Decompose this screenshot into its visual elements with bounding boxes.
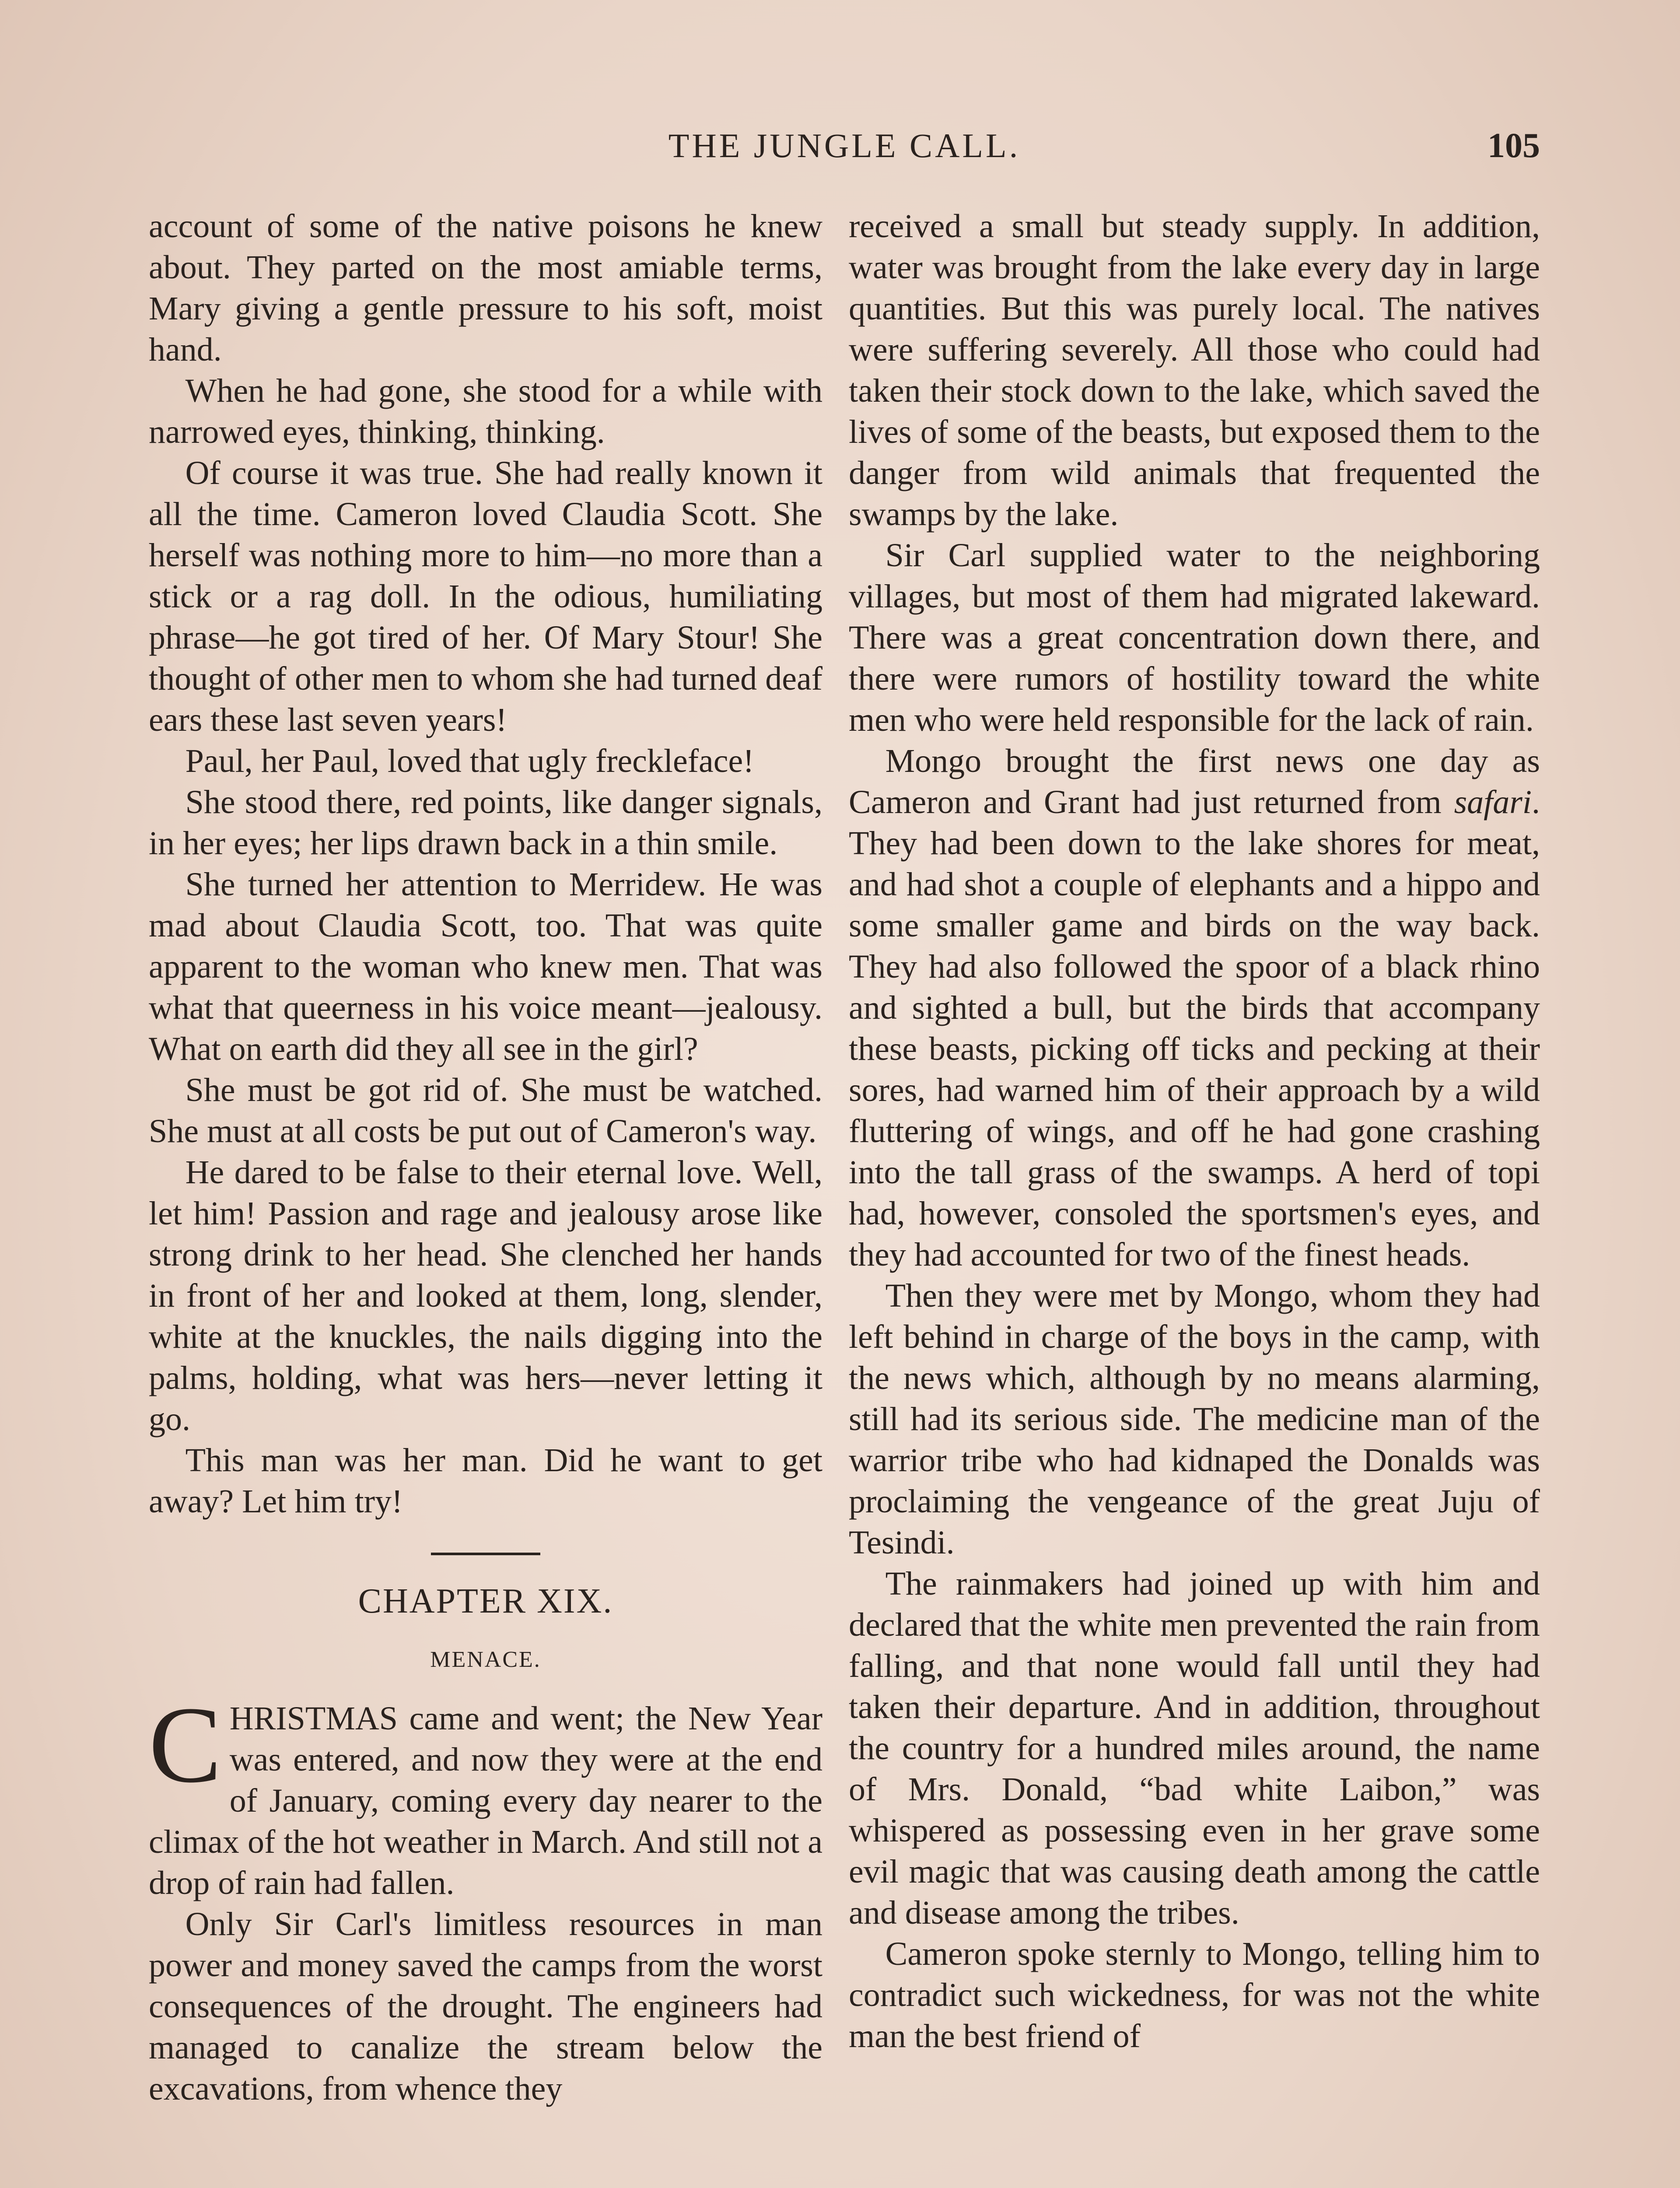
- paragraph: Of course it was true. She had really known it all the time. Cameron loved Claudia Scott. She herself was nothing more to him—no more than a stick or a rag doll. In the odious, humiliating phrase—he got tired of her. Of Mary Stour! She thought of other men to whom she had turned deaf ears these last seven years!: [149, 455, 822, 738]
- italic-word: safari: [1454, 784, 1532, 820]
- paragraph: Sir Carl supplied water to the neighboring villages, but most of them had migrated lakeward. There was a great concentration down there, and there were rumors of hostility toward the white men who were held responsible for the lack of rain.: [849, 537, 1540, 738]
- page-number: 105: [1488, 126, 1540, 165]
- paragraph-text: . They had been down to the lake shores for meat, and had shot a couple of elephants and a hippo and some smaller game and birds on the way back. They had also followed the spoor of a black rhino and sighted a bull, but the birds that accompany these beasts, picking off ticks and pecking at their sores, had warned him of their approach by a wild fluttering of wings, and off he had gone crashing into the tall grass of the swamps. A herd of topi had, however, consoled the sportsmen's eyes, and they had accounted for two of the finest heads.: [849, 784, 1540, 1273]
- paragraph: Only Sir Carl's limitless resources in man power and money saved the camps from the worst consequences of the drought. The engineers had managed to canalize the stream below the excavations, from whence they: [149, 1906, 822, 2107]
- paragraph: Paul, her Paul, loved that ugly freckleface!: [185, 743, 754, 779]
- paragraph: This man was her man. Did he want to get away? Let him try!: [149, 1442, 822, 1520]
- paragraph: Then they were met by Mongo, whom they had left behind in charge of the boys in the camp, with the news which, although by no means alarming, still had its serious side. The medicine man of the warrior tribe who had kidnaped the Donalds was proclaiming the vengeance of the great Juju of Tesindi.: [849, 1277, 1540, 1561]
- paragraph: She must be got rid of. She must be watched. She must at all costs be put out of Cameron's way.: [149, 1072, 822, 1150]
- paragraph: He dared to be false to their eternal love. Well, let him! Passion and rage and jealousy arose like strong drink to her head. She clenched her hands in front of her and looked at them, long, slender, white at the knuckles, the nails digging into the palms, holding, what was hers—never letting it go.: [149, 1154, 822, 1438]
- paragraph: account of some of the native poisons he knew about. They parted on the most amiable terms, Mary giving a gentle pressure to his soft, moist hand.: [149, 208, 822, 368]
- paragraph-text: Mongo brought the first news one day as Cameron and Grant had just returned from: [849, 743, 1540, 820]
- running-title: THE JUNGLE CALL.: [668, 126, 1021, 165]
- right-column: [849, 206, 1540, 2057]
- drop-cap: C: [149, 1684, 222, 1806]
- chapter-subtitle: MENACE.: [430, 1647, 541, 1672]
- paragraph: She stood there, red points, like danger signals, in her eyes; her lips drawn back in a thin smile.: [149, 784, 822, 862]
- paragraph: When he had gone, she stood for a while with narrowed eyes, thinking, thinking.: [149, 372, 822, 450]
- paragraph: received a small but steady supply. In addition, water was brought from the lake every day in large quantities. But this was purely local. The natives were suffering severely. All those who could had taken their stock down to the lake, which saved the lives of some of the beasts, but exposed them to the danger from wild animals that frequented the swamps by the lake.: [849, 208, 1540, 533]
- paragraph: [849, 740, 1540, 1275]
- section-divider: [431, 1553, 540, 1555]
- paragraph: She turned her attention to Merridew. He was mad about Claudia Scott, too. That was quite apparent to the woman who knew men. That was what that queerness in his voice meant—jealousy. What on earth did they all see in the girl?: [149, 866, 822, 1067]
- paragraph-text: HRISTMAS came and went; the New Year was entered, and now they were at the end of January, coming every day nearer to the climax of the hot weather in March. And still not a drop of rain had fallen.: [149, 1700, 822, 1901]
- chapter-opening-paragraph: [149, 1684, 822, 1904]
- paragraph: Cameron spoke sternly to Mongo, telling him to contradict such wickedness, for was not the white man the best friend of: [849, 1936, 1540, 2055]
- page-header: [149, 126, 1540, 174]
- left-column: [149, 206, 822, 2109]
- paragraph: The rainmakers had joined up with him and declared that the white men prevented the rain from falling, and that none would fall until they had taken their departure. And in addition, throughout the country for a hundred miles around, the name of Mrs. Donald, “bad white Laibon,” was whispered as possessing even in her grave some evil magic that was causing death among the cattle and disease among the tribes.: [849, 1565, 1540, 1931]
- chapter-title: CHAPTER XIX.: [358, 1582, 613, 1620]
